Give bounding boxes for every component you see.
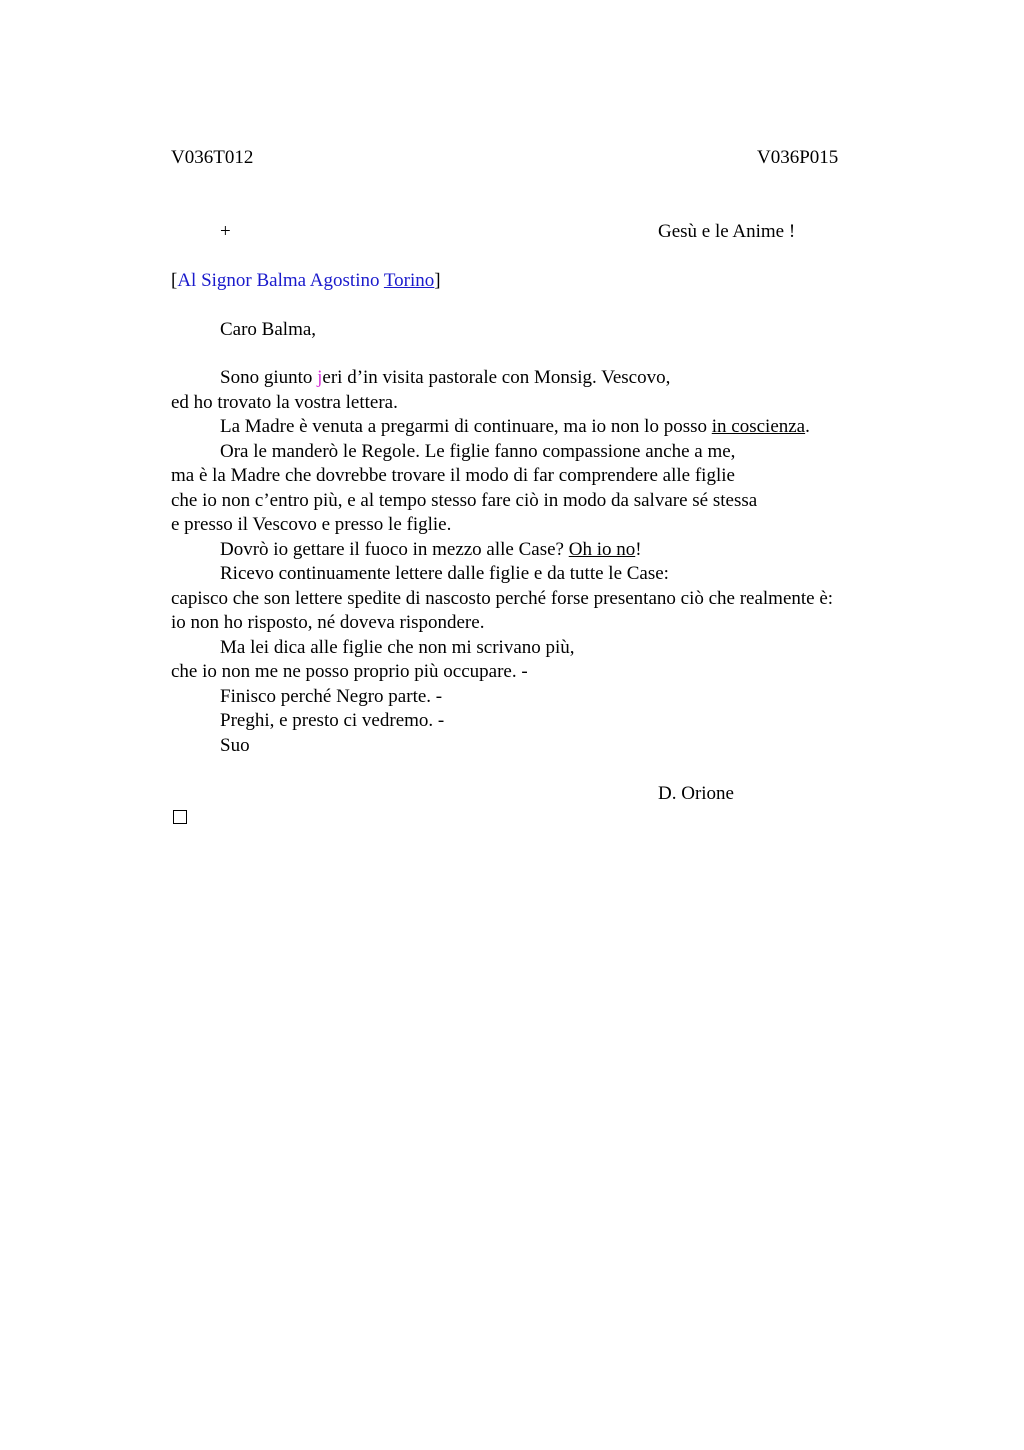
address-recipient: Al Signor Balma Agostino: [177, 270, 380, 291]
letter-line: Ma lei dica alle figlie che non mi scrivano più,: [220, 636, 575, 658]
letter-line: ed ho trovato la vostra lettera.: [171, 391, 398, 413]
letter-line: [171, 538, 833, 563]
letter-line: Ora le manderò le Regole. Le figlie fanno compassione anche a me,: [220, 440, 736, 462]
motto: Gesù e le Anime !: [658, 221, 796, 242]
letter-line: che io non me ne posso proprio più occupare. -: [171, 661, 528, 682]
letter-line: io non ho risposto, né doveva rispondere.: [171, 612, 485, 633]
address-close-bracket: ]: [434, 270, 441, 291]
signature: D. Orione: [658, 783, 734, 804]
letter-text: !: [635, 538, 642, 560]
letter-line: che io non c’entro più, e al tempo stesso fare ciò in modo da salvare sé stessa: [171, 489, 758, 511]
salutation: Caro Balma,: [220, 319, 317, 340]
letter-line: ma è la Madre che dovrebbe trovare il modo di far comprendere alle figlie: [171, 465, 735, 486]
page-code-right: V036P015: [757, 147, 839, 168]
letter-line: Ricevo continuamente lettere dalle figlie e da tutte le Case:: [220, 563, 669, 584]
address-open-bracket: [: [171, 270, 178, 291]
letter-line: capisco che son lettere spedite di nascosto perché forse presentano ciò che realmente è:: [171, 587, 834, 609]
underlined-text: in coscienza: [711, 416, 806, 437]
end-marker-box: [173, 810, 187, 824]
address-city: Torino: [383, 270, 435, 291]
letter-text: eri d’in visita pastorale con Monsig. Vescovo,: [322, 367, 671, 388]
letter-line: e presso il Vescovo e presso le figlie.: [171, 514, 452, 535]
letter-line: [171, 415, 833, 440]
closing: Suo: [220, 734, 250, 756]
editorial-correction: j: [317, 367, 323, 388]
document-code-left: V036T012: [171, 147, 254, 168]
cross-mark: +: [220, 221, 231, 242]
letter-text: La Madre è venuta a pregarmi di continuare, ma io non lo posso: [220, 416, 712, 437]
letter-text: Dovrò io gettare il fuoco in mezzo alle Case?: [220, 538, 569, 560]
letter-text: .: [805, 416, 810, 437]
letter-text: Sono giunto: [220, 367, 318, 388]
letter-line: Finisco perché Negro parte. -: [220, 685, 443, 707]
letter-line: Preghi, e presto ci vedremo. -: [220, 710, 445, 731]
underlined-text: Oh io no: [568, 538, 636, 560]
address-line: [171, 269, 441, 293]
letter-line: [171, 366, 833, 391]
letter-body: [171, 366, 833, 758]
